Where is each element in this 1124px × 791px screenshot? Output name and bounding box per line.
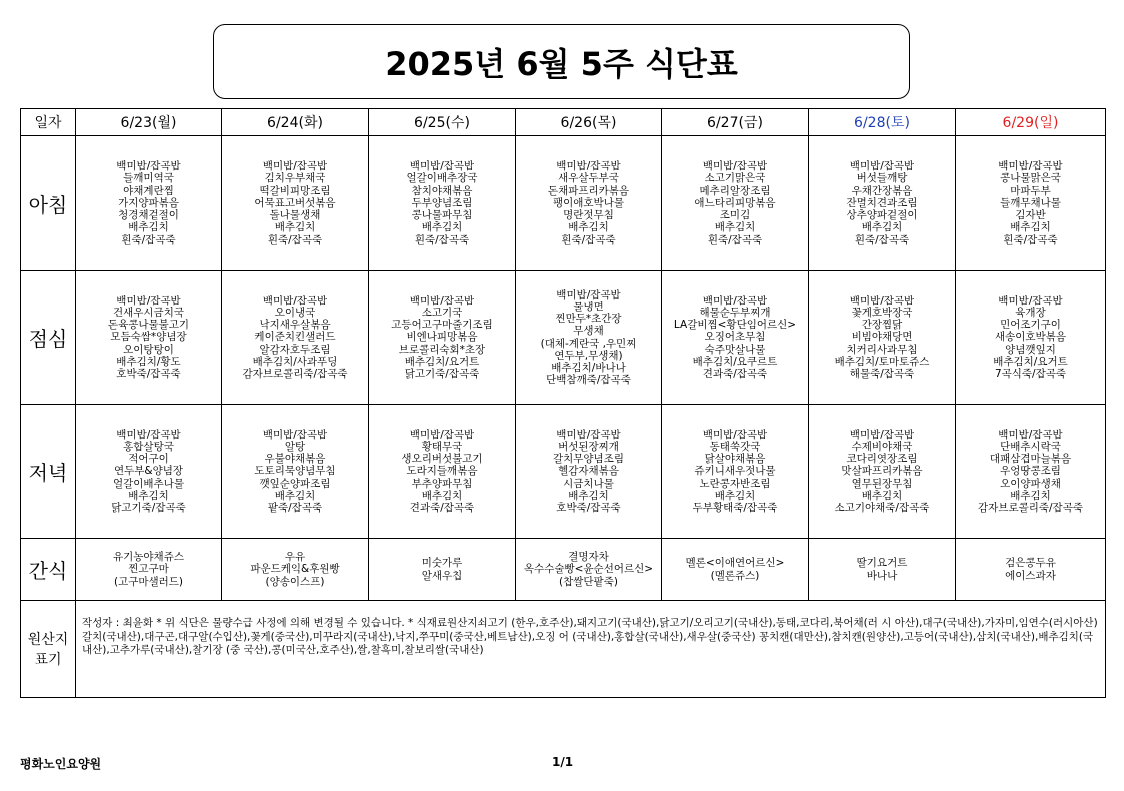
menu-item: 민어조기구이 [1000,319,1061,332]
menu-item: 흰죽/잡곡죽 [121,233,176,246]
menu-item: 조미김 [719,209,751,222]
meal-row-breakfast [21,136,1106,271]
menu-item: 대패삼겹마늘볶음 [989,453,1072,466]
menu-item: 감자브로콜리죽/잡곡죽 [242,368,348,380]
meal-label-breakfast: 아침 [21,136,76,271]
menu-item: 견과죽/잡곡죽 [409,502,475,514]
menu-item: 돌나물생채 [269,209,321,222]
menu-item: 부추양파무침 [411,477,473,490]
organization-name: 평화노인요양원 [20,757,102,771]
menu-item: 백미밥/잡곡밥 [116,294,181,307]
menu-item: 들깨무채나물 [1000,196,1061,209]
menu-item: 소고기맑은국 [704,172,766,185]
meal-body [21,136,1106,601]
menu-item: 떡갈비피망조림 [259,184,331,197]
menu-item: 비엔나피망볶음 [406,331,478,344]
menu-item: 돈채파프리카볶음 [547,184,630,197]
menu-item: 적어구이 [128,453,169,466]
menu-item: 해물순두부찌개 [699,306,771,319]
menu-cell-dinner-mon [76,405,222,539]
menu-item: 흰죽/잡곡죽 [561,233,616,246]
menu-cell-lunch-sun [956,271,1106,405]
menu-item: 모듬숙쌈*양념장 [110,331,187,344]
menu-item: 팽이애호박나물 [552,196,624,209]
menu-item: 돈육콩나물불고기 [107,319,190,332]
menu-item: 유기농야채쥬스 [112,551,184,564]
menu-item: 에이스과자 [1005,569,1056,582]
menu-item: 버섯된장찌개 [558,440,619,453]
day-header-sat: 6/28(토) [809,109,956,136]
menu-item: LA갈비찜<황단임어르신> [673,319,797,332]
menu-item: 케이준치킨샐러드 [254,331,336,344]
menu-item: 동태쑥갓국 [709,440,761,453]
menu-item: 비빔야채당면 [851,331,913,344]
menu-item: 백미밥/잡곡밥 [556,288,621,301]
header-row [21,109,1106,136]
menu-item: 도라지들깨볶음 [406,465,478,478]
menu-item: (멜론쥬스) [710,569,760,582]
date-label: 일자 [21,109,76,136]
menu-item: 두부양념조림 [411,196,473,209]
menu-item: 소고기국 [421,306,463,319]
menu-item: 우엉땅콩조림 [1000,465,1061,478]
menu-item: 도토리묵양념무침 [254,465,336,478]
menu-item: 결명자차 [568,551,609,564]
menu-cell-snack-sat [809,539,956,601]
menu-item: 백미밥/잡곡밥 [702,428,768,441]
menu-item: 메추리알장조림 [699,184,771,197]
menu-item: 배추김치 [861,489,903,502]
menu-item: 흰죽/잡곡죽 [854,233,910,246]
menu-item: 연두부&양념장 [113,465,184,478]
menu-item: 배추김치 [568,221,609,234]
day-header-sun: 6/29(일) [956,109,1106,136]
menu-cell-snack-mon [76,539,222,601]
menu-item: 백미밥/잡곡밥 [116,428,181,441]
menu-cell-lunch-tue [222,271,369,405]
menu-item: 배추김치 [568,489,609,502]
menu-item: 우유 [284,551,306,564]
menu-item: 우채간장볶음 [851,184,913,197]
menu-item: 알탕 [284,440,306,453]
menu-table [20,108,1106,698]
menu-item: 배추김치 [128,221,169,234]
menu-item: 콩나물맑은국 [1000,172,1061,185]
menu-cell-snack-fri [662,539,809,601]
menu-item: 두부황태죽/잡곡죽 [692,502,778,514]
menu-item: 백미밥/잡곡밥 [116,160,181,173]
menu-item: 연두부,무생채) [554,349,623,362]
menu-item: 닭고기죽/잡곡죽 [111,502,186,514]
day-header-tue: 6/24(화) [222,109,369,136]
menu-item: 배추김치 [421,489,463,502]
menu-item: 시금치나물 [563,477,614,490]
menu-cell-dinner-fri [662,405,809,539]
menu-item: 감자브로콜리죽/잡곡죽 [978,502,1083,514]
menu-item: 열무된장무침 [851,477,913,490]
menu-item: 백미밥/잡곡밥 [849,160,915,173]
menu-item: 깻잎순양파조림 [259,477,331,490]
menu-item: 간장찜닭 [861,319,903,332]
menu-item: 흰죽/잡곡죽 [1003,233,1058,246]
menu-item: 코다리엿장조림 [846,453,918,466]
menu-item: 백미밥/잡곡밥 [556,160,621,173]
menu-item: 양념깻잎지 [1005,343,1056,356]
menu-item: 김치우부채국 [264,172,326,185]
menu-item: 오이탕탕이 [123,343,174,356]
menu-item: 배추김치/요거트 [993,355,1068,368]
menu-item: 가지양파볶음 [118,196,179,209]
menu-item: 배추김치 [128,489,169,502]
menu-item: 버섯들깨탕 [856,172,908,185]
menu-item: 백미밥/잡곡밥 [998,428,1063,441]
menu-item: 갈치무양념조림 [552,453,624,466]
menu-item: 백미밥/잡곡밥 [702,294,768,307]
menu-item: 닭살야채볶음 [704,453,766,466]
menu-cell-snack-wed [369,539,516,601]
menu-item: 닭고기죽/잡곡죽 [404,368,480,380]
menu-cell-breakfast-sun [956,136,1106,271]
menu-item: 우불야채볶음 [264,453,326,466]
menu-item: 새송이호박볶음 [994,331,1066,344]
menu-cell-dinner-sun [956,405,1106,539]
meal-label-snack: 간식 [21,539,76,601]
menu-item: 배추김치 [1010,221,1051,234]
menu-item: 미숫가루 [421,557,463,570]
menu-item: 단배추시락국 [1000,440,1061,453]
menu-cell-breakfast-thu [516,136,662,271]
menu-cell-breakfast-mon [76,136,222,271]
meal-row-snack [21,539,1106,601]
menu-item: 백미밥/잡곡밥 [702,160,768,173]
menu-item: 낙지새우살볶음 [259,319,331,332]
menu-item: 홍합살탕국 [123,440,174,453]
menu-item: 배추김치 [274,221,316,234]
menu-item: 바나나 [866,569,898,582]
menu-item: 배추김치/바나나 [551,361,626,374]
menu-item: 팥죽/잡곡죽 [267,502,323,514]
menu-item: 명란젓무침 [563,209,614,222]
menu-cell-snack-sun [956,539,1106,601]
menu-item: 해물죽/잡곡죽 [849,368,915,380]
menu-item: 흰죽/잡곡죽 [267,233,323,246]
menu-item: 흰죽/잡곡죽 [414,233,470,246]
menu-item: 콩나물파무침 [411,209,473,222]
menu-item: 육개장 [1015,306,1046,319]
menu-item: 오이냉국 [274,306,316,319]
menu-item: 단백참깨죽/잡곡죽 [546,374,631,387]
menu-cell-lunch-wed [369,271,516,405]
menu-item: 새우살두부국 [558,172,619,185]
menu-item: 맛살파프리카볶음 [841,465,923,478]
menu-item: 백미밥/잡곡밥 [409,294,475,307]
menu-item: 백미밥/잡곡밥 [998,294,1063,307]
menu-cell-lunch-thu [516,271,662,405]
menu-item: 백미밥/잡곡밥 [262,294,328,307]
origin-text: 작성자 : 최윤화 * 위 식단은 물량수급 사정에 의해 변경될 수 있습니다. * 식재료원산지쇠고기 (한우,호주산),돼지고기(국내산),닭고기/오리고기(국내산),동태,코다리,북어채(러 시 아산),대구(국내산),가자미,임연수(러시아산) 갈치(국내산),대구곤,대구알(수입산),꽃게(중국산),미꾸라지(국내산),낙지,쭈꾸미(중국산,베트남산),오징 어 (국내산),홍합살(국내산),새우살(중국산) 꽁치캔(대만산),참치캔(원양산),고등어(국내산),삼치(국내산),배추김치(국내산),고추가루(국내산),찰기장 (중 국산),콩(미국산,호주산),쌀,찰흑미,찰보리쌀(국내산) [76,601,1106,698]
menu-item: 배추김치/요쿠르트 [692,355,778,368]
menu-item: 백미밥/잡곡밥 [409,160,475,173]
menu-item: 백미밥/잡곡밥 [849,294,915,307]
origin-label: 원산지 표기 [21,601,76,698]
menu-item: 꽃게호박장국 [851,306,913,319]
menu-item: 백미밥/잡곡밥 [262,160,328,173]
menu-item: 무생채 [573,325,604,338]
origin-row [21,601,1106,698]
menu-item: 찐고구마 [128,563,169,576]
day-header-thu: 6/26(목) [516,109,662,136]
menu-item: 배추김치/토마토쥬스 [834,355,930,368]
menu-item: 숙주맛살나물 [704,343,766,356]
menu-item: 마파두부 [1010,184,1051,197]
menu-item: 소고기야채죽/잡곡죽 [834,502,930,514]
menu-item: 상추양파겉절이 [846,209,918,222]
menu-item: 쥬키니새우젓나물 [694,465,776,478]
menu-item: 물냉면 [573,300,604,313]
menu-item: 백미밥/잡곡밥 [998,160,1063,173]
menu-item: 오이양파생채 [1000,477,1061,490]
menu-item: 얼갈이배추장국 [406,172,478,185]
menu-item: 흰죽/잡곡죽 [707,233,763,246]
menu-item: 잔멸치견과조림 [846,196,918,209]
menu-item: (찹쌀단팥죽) [559,575,618,588]
menu-item: 황태무국 [421,440,463,453]
menu-item: (고구마샐러드) [113,575,184,588]
menu-item: 호박죽/잡곡죽 [116,368,181,380]
page-title: 2025년 6월 5주 식단표 [385,44,738,83]
menu-item: (대체-계란국 ,우민찌 [540,337,637,350]
menu-item: 헬감자채볶음 [558,465,619,478]
menu-item: 백미밥/잡곡밥 [262,428,328,441]
menu-item: 배추김치 [714,221,756,234]
menu-cell-breakfast-tue [222,136,369,271]
menu-item: 배추김치/요거트 [404,355,480,368]
menu-cell-lunch-fri [662,271,809,405]
menu-item: 청경채겉절이 [118,209,179,222]
menu-item: (양송이스프) [265,575,325,588]
menu-item: 딸기요거트 [856,557,908,570]
menu-item: 오징어초무침 [704,331,766,344]
menu-item: 어묵표고버섯볶음 [254,196,336,209]
menu-item: 옥수수술빵<윤순선어르신> [523,563,654,576]
day-header-fri: 6/27(금) [662,109,809,136]
meal-label-dinner: 저녁 [21,405,76,539]
menu-cell-lunch-sat [809,271,956,405]
menu-item: 브로콜리숙회*초장 [398,343,486,356]
menu-item: 야채계란찜 [123,184,174,197]
menu-cell-dinner-thu [516,405,662,539]
menu-item: 배추김치 [714,489,756,502]
menu-item: 백미밥/잡곡밥 [849,428,915,441]
menu-item: 배추김치 [274,489,316,502]
menu-cell-snack-thu [516,539,662,601]
menu-item: 수제비야채국 [851,440,913,453]
day-header-mon: 6/23(월) [76,109,222,136]
menu-item: 노란콩자반조림 [699,477,771,490]
menu-cell-breakfast-fri [662,136,809,271]
title-box [213,24,910,99]
meal-row-lunch [21,271,1106,405]
menu-item: 찐만두*초간장 [555,313,622,326]
menu-item: 알새우칩 [421,569,463,582]
day-header-wed: 6/25(수) [369,109,516,136]
menu-item: 애느타리피망볶음 [694,196,776,209]
menu-cell-dinner-wed [369,405,516,539]
menu-cell-dinner-sat [809,405,956,539]
menu-item: 검은콩두유 [1005,557,1056,570]
menu-item: 배추김치/사과푸딩 [252,355,338,368]
menu-item: 참치야채볶음 [411,184,473,197]
menu-cell-breakfast-sat [809,136,956,271]
menu-item: 호박죽/잡곡죽 [556,502,621,514]
menu-item: 배추김치 [421,221,463,234]
menu-cell-snack-tue [222,539,369,601]
menu-item: 들깨미역국 [123,172,174,185]
menu-item: 배추김치 [1010,489,1051,502]
menu-item: 얼갈이배추나물 [112,477,184,490]
menu-cell-breakfast-wed [369,136,516,271]
menu-item: 김자반 [1015,209,1046,222]
menu-item: 파운드케익&후원빵 [250,563,340,576]
menu-item: 치커리사과무침 [846,343,918,356]
menu-cell-lunch-mon [76,271,222,405]
menu-item: 알감자호두조림 [259,343,331,356]
menu-item: 백미밥/잡곡밥 [556,428,621,441]
menu-item: 배추김치/황도 [116,355,181,368]
menu-item: 백미밥/잡곡밥 [409,428,475,441]
menu-item: 고등어고구마줄기조림 [391,319,493,332]
menu-cell-dinner-tue [222,405,369,539]
menu-item: 견과죽/잡곡죽 [702,368,768,380]
menu-item: 7곡식죽/잡곡죽 [994,368,1067,380]
menu-item: 건새우시금치국 [112,306,184,319]
page-number: 1/1 [552,755,574,769]
meal-row-dinner [21,405,1106,539]
meal-label-lunch: 점심 [21,271,76,405]
menu-item: 멜론<이애연어르신> [685,557,785,570]
menu-item: 생오리버섯불고기 [401,453,483,466]
menu-item: 배추김치 [861,221,903,234]
